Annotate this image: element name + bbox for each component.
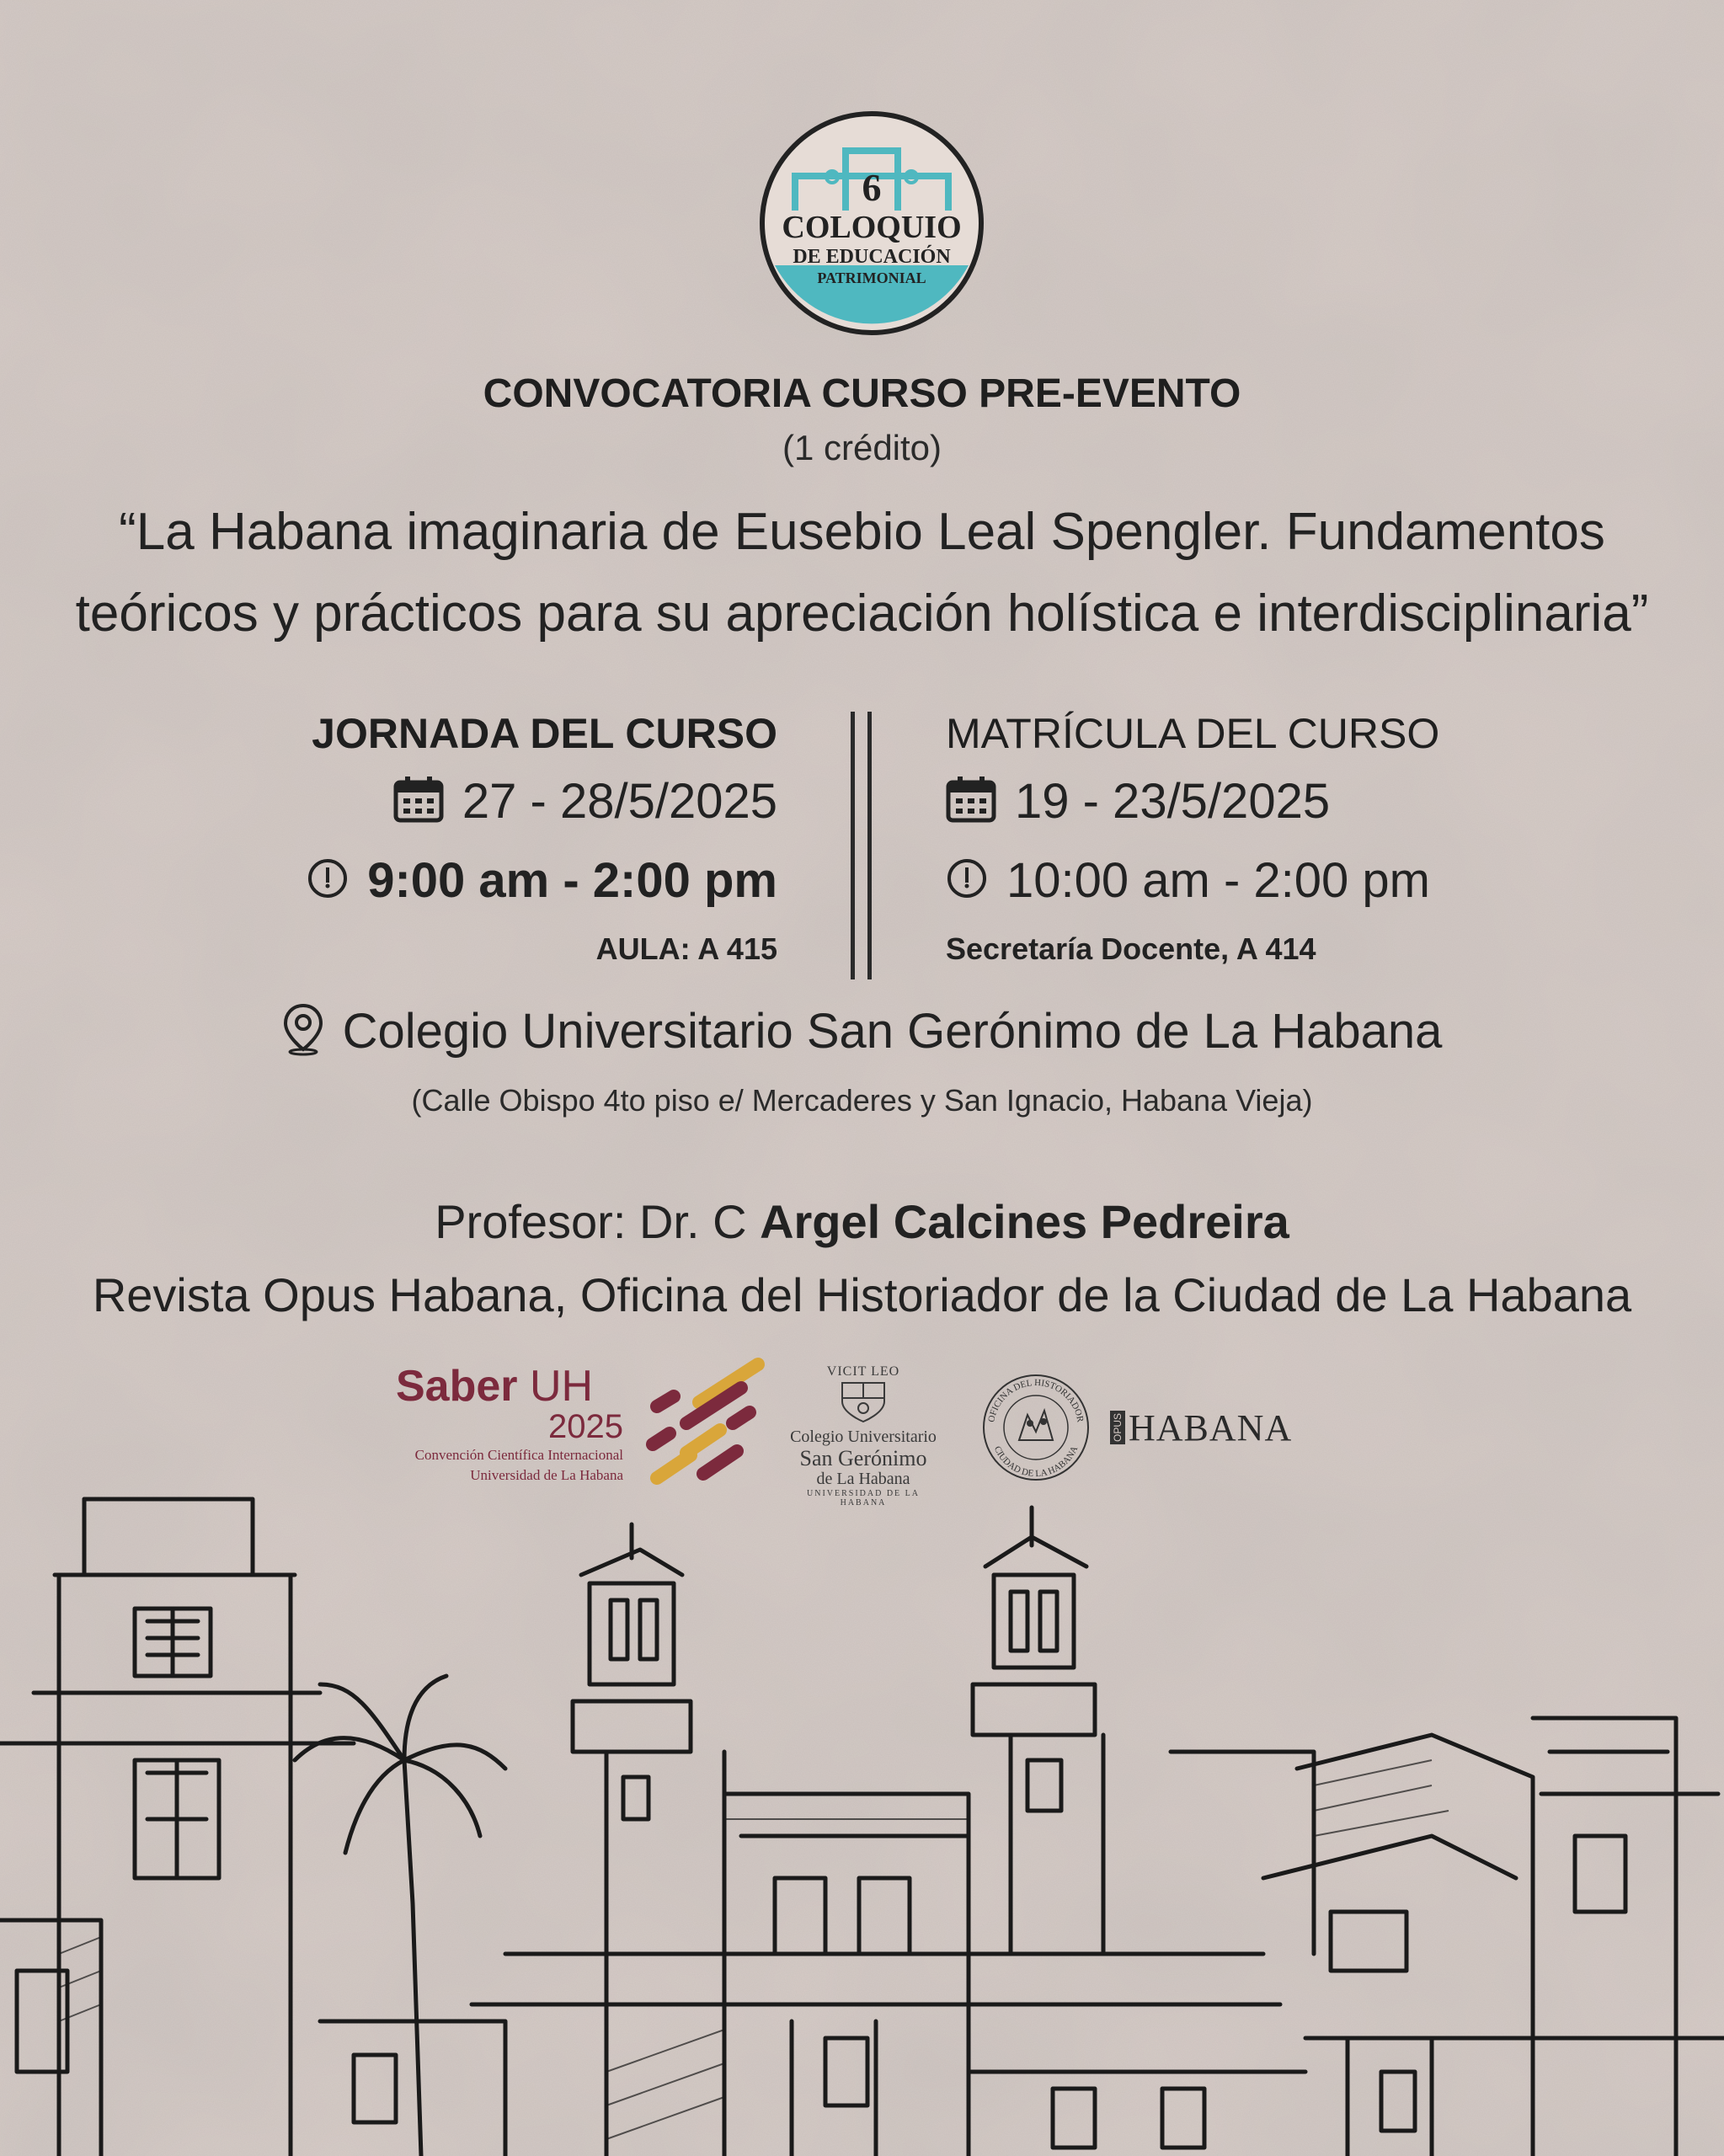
saber-year: 2025	[548, 1408, 623, 1445]
matricula-dates-row	[946, 761, 1439, 841]
historiador-ring-bottom: CIUDAD DE LA HABANA	[991, 1444, 1081, 1480]
venue-name: Colegio Universitario San Gerónimo de La Habana	[342, 1004, 1443, 1059]
saber-dots-icon	[640, 1356, 766, 1491]
location-pin-icon	[282, 1002, 324, 1060]
svg-text:OFICINA DEL HISTORIADOR	[986, 1378, 1085, 1423]
opus-big: HABANA	[1129, 1407, 1293, 1449]
opus-small: OPUS	[1110, 1411, 1125, 1444]
colegio-line2: San Gerónimo	[799, 1446, 927, 1470]
professor-prefix: Profesor: Dr. C	[435, 1195, 761, 1248]
matricula-heading: MATRÍCULA DEL CURSO	[946, 710, 1440, 757]
oficina-historiador-seal	[981, 1373, 1091, 1482]
divider-line	[851, 712, 855, 979]
matricula-time-row	[946, 841, 1439, 920]
historiador-ring-top: OFICINA DEL HISTORIADOR	[986, 1377, 1086, 1423]
shield-icon	[838, 1380, 889, 1423]
convocatoria-heading: CONVOCATORIA CURSO PRE-EVENTO	[483, 371, 1241, 416]
opus-habana-logo	[1110, 1406, 1292, 1449]
matricula-block	[946, 706, 1439, 967]
logo-line3: PATRIMONIAL	[817, 270, 926, 286]
jornada-dates: 27 - 28/5/2025	[462, 773, 777, 829]
coloquio-logo	[758, 109, 985, 337]
calendar-icon	[393, 776, 444, 827]
professor-name: Argel Calcines Pedreira	[760, 1195, 1289, 1248]
logo-line2: DE EDUCACIÓN	[793, 246, 951, 268]
sponsor-logos	[0, 1356, 1724, 1508]
svg-text:CIUDAD DE LA HABANA	[992, 1444, 1081, 1479]
jornada-time: 9:00 am - 2:00 pm	[367, 852, 777, 908]
professor-affiliation: Revista Opus Habana, Oficina del Historiador de la Ciudad de La Habana	[92, 1268, 1632, 1321]
saber-title: Saber	[396, 1362, 518, 1411]
course-title-line2: teóricos y prácticos para su apreciación holística e interdisciplinaria”	[75, 584, 1649, 643]
colegio-line1: Colegio Universitario	[790, 1428, 937, 1446]
jornada-room: AULA: A 415	[595, 931, 777, 966]
professor-line	[0, 1194, 1724, 1249]
logo-line1: COLOQUIO	[782, 210, 962, 245]
matricula-dates: 19 - 23/5/2025	[1015, 773, 1331, 829]
jornada-heading: JORNADA DEL CURSO	[312, 710, 777, 757]
matricula-time: 10:00 am - 2:00 pm	[1006, 852, 1430, 908]
course-title-line1: “La Habana imaginaria de Eusebio Leal Spengler. Fundamentos	[119, 503, 1605, 561]
saber-uh-logo	[396, 1364, 623, 1483]
jornada-dates-row	[307, 761, 777, 841]
jornada-block	[307, 706, 777, 967]
jornada-time-row	[307, 841, 777, 920]
havana-skyline-illustration	[0, 1482, 1724, 2156]
logo-number: 6	[862, 166, 882, 209]
clock-icon	[946, 857, 988, 904]
saber-uh: UH	[529, 1362, 594, 1411]
saber-sub1: Convención Científica Internacional	[414, 1447, 623, 1463]
matricula-room: Secretaría Docente, A 414	[946, 931, 1316, 966]
credit-note: (1 crédito)	[782, 428, 942, 467]
saber-sub2: Universidad de La Habana	[470, 1466, 623, 1483]
divider-line	[867, 712, 872, 979]
venue-address: (Calle Obispo 4to piso e/ Mercaderes y San Ignacio, Habana Vieja)	[411, 1083, 1313, 1118]
venue-row	[0, 1002, 1724, 1060]
colegio-motto: VICIT LEO	[826, 1364, 900, 1379]
calendar-icon	[946, 776, 996, 827]
colegio-line4: UNIVERSIDAD DE LA HABANA	[807, 1489, 920, 1508]
colegio-line3: de La Habana	[816, 1470, 910, 1489]
clock-icon	[307, 857, 349, 904]
